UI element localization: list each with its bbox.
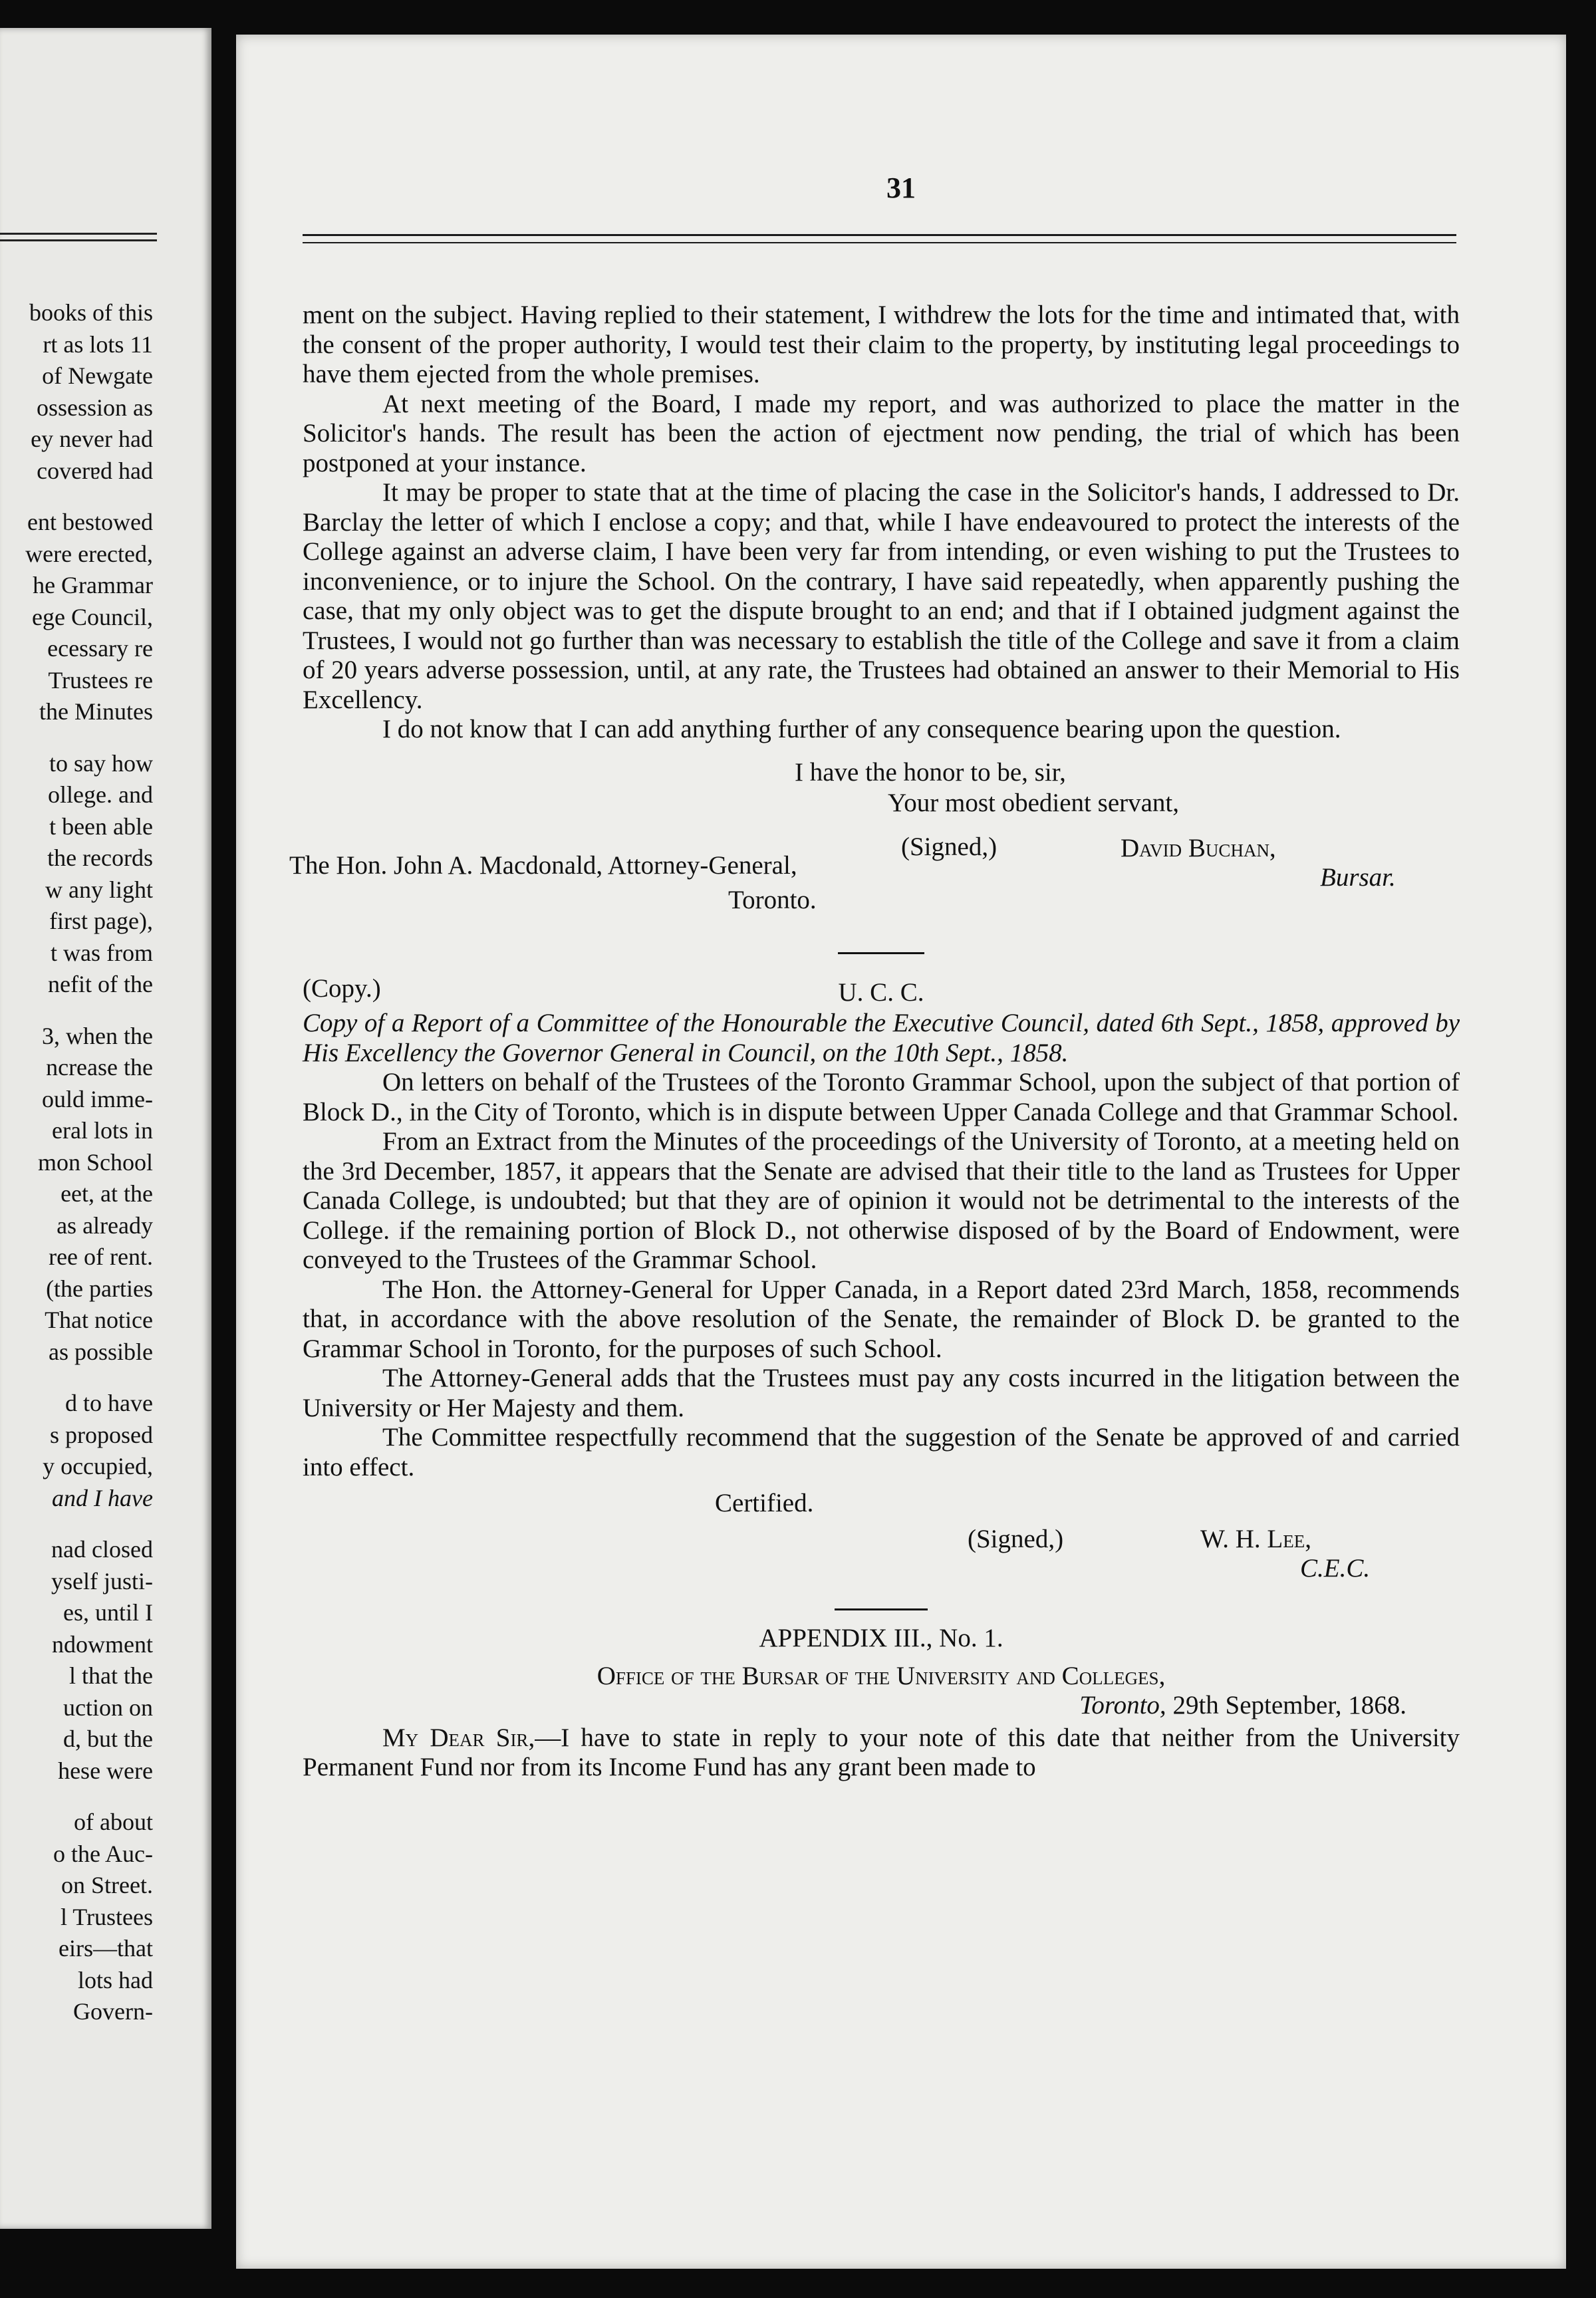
left-line: were erected,: [25, 540, 153, 567]
left-top-rule: [0, 233, 157, 235]
left-line: d to have: [65, 1390, 153, 1416]
left-line: ould imme-: [42, 1085, 153, 1112]
left-line: eet, at the: [61, 1180, 153, 1207]
letter-signature-block: [289, 745, 1460, 892]
left-line: and I have: [52, 1484, 153, 1511]
appendix-heading: APPENDIX III., No. 1.: [759, 1624, 1003, 1652]
left-line: yself justi-: [51, 1567, 153, 1595]
left-line: coverɐd had: [37, 457, 153, 484]
left-gap: [0, 487, 153, 507]
signer-name: David Buchan,: [1121, 833, 1276, 862]
closing-line: Your most obedient servant,: [888, 788, 1180, 817]
certified-label: Certified.: [715, 1489, 814, 1517]
letter-paragraph: ment on the subject. Having replied to their statement, I withdrew the lots for the time and intimated that, with the consent of the proper authority, I would test their claim to the property, by instituting legal proceedings to have them ejected from the whole premises.: [303, 301, 1460, 388]
report-paragraph: The Attorney-General adds that the Trustees must pay any costs incurred in the litigation between the University or Her Majesty and them.: [303, 1364, 1460, 1422]
left-line: nefit of the: [48, 971, 153, 997]
left-line: ollege. and: [48, 781, 153, 808]
left-page-text: [0, 297, 153, 2028]
left-line: s proposed: [50, 1421, 153, 1448]
page-number: 31: [886, 172, 916, 204]
left-line: first page),: [49, 908, 153, 934]
left-line: he Grammar: [33, 572, 153, 598]
left-gap: [0, 728, 153, 748]
left-line: to say how: [49, 749, 153, 777]
report-signature-block: [303, 1482, 1460, 1582]
left-line: 3, when the: [42, 1022, 153, 1049]
header-rule: [303, 234, 1456, 236]
left-line: uction on: [63, 1694, 153, 1721]
left-gap: [0, 1514, 153, 1534]
left-line: eral lots in: [52, 1117, 153, 1144]
letter-paragraph: At next meeting of the Board, I made my report, and was authorized to place the matter in the Solicitor's hands. The result has been the action of ejectment now pending, the trial of which has been postponed at your instance.: [303, 389, 1460, 477]
main-page: [236, 35, 1566, 2269]
left-line: lots had: [78, 1966, 153, 1993]
page-content: [289, 301, 1460, 1783]
left-line: hese were: [58, 1757, 153, 1784]
left-line: es, until I: [63, 1599, 153, 1626]
addressee: The Hon. John A. Macdonald, Attorney-General,: [289, 850, 797, 880]
date-text: 29th September, 1868.: [1166, 1691, 1406, 1720]
left-line: Govern-: [73, 1998, 153, 2025]
left-line: nad closed: [51, 1536, 153, 1563]
copy-label: (Copy.): [303, 974, 381, 1003]
place-name: Toronto,: [1079, 1691, 1166, 1720]
header-rule-2: [303, 242, 1456, 243]
left-line: books of this: [29, 299, 153, 326]
left-line: ncrease the: [46, 1054, 153, 1081]
report-heading: U. C. C.: [838, 978, 924, 1007]
left-line: l that the: [69, 1662, 153, 1689]
left-line: Trustees re: [48, 666, 153, 694]
report-paragraph: From an Extract from the Minutes of the proceedings of the University of Toronto, at a meeting held on the 3rd December, 1857, it appears that the Senate are advised that their title to the land as Trustees for Upper Canada College, is undoubted; but that they are of opinion it would not be detrimental to the interests of the College. if the remaining portion of Block D., not otherwise disposed of by the Board of Endowment, were conveyed to the Trustees of the Grammar School.: [303, 1127, 1460, 1274]
left-gap: [0, 1001, 153, 1021]
appendix-body-text: —I have to state in reply to your note of this date that neither from the University Permanent Fund nor from its Income Fund has any grant been made to: [303, 1723, 1460, 1781]
left-line: of about: [74, 1809, 153, 1835]
left-line: on Street.: [61, 1872, 153, 1898]
letter-paragraph: It may be proper to state that at the time of placing the case in the Solicitor's hands, I addressed to Dr. Barclay the letter of which I enclose a copy; and that, while I have endeavoured to protect the interests of the College against an adverse claim, I have been very far from intending, or even wishing to put the Trustees to inconvenience, or to injure the School. On the contrary, I have said repeatedly, when apparently pushing the case, that my only object was to get the dispute brought to an end; and that if I obtained judgment against the Trustees, I would not go further than was necessary to establish the title of the College and save it from a claim of 20 years adverse possession, until, at any rate, the Trustees had obtained an answer to their Memorial to His Excellency.: [303, 478, 1460, 714]
left-line: (the parties: [46, 1275, 153, 1302]
signer-title: C.E.C.: [1300, 1554, 1371, 1583]
salutation: My Dear Sir,: [382, 1723, 535, 1752]
left-line: ent bestowed: [27, 509, 153, 535]
left-line: t been able: [49, 813, 153, 840]
date-line: [303, 1691, 1460, 1721]
left-line: d, but the: [63, 1725, 153, 1752]
left-line: t was from: [51, 939, 153, 966]
left-line: w any light: [45, 876, 153, 903]
left-line: rt as lots 11: [43, 330, 153, 358]
left-page-fragment: [0, 28, 211, 2229]
signed-label: (Signed,): [901, 832, 998, 861]
left-line: as possible: [49, 1338, 153, 1365]
addressee-city: Toronto.: [728, 885, 817, 914]
left-line: as already: [57, 1212, 153, 1239]
report-paragraph: The Committee respectfully recommend that the suggestion of the Senate be approved of and carried into effect.: [303, 1423, 1460, 1481]
left-top-rule-2: [0, 239, 157, 241]
left-line: ege Council,: [32, 603, 153, 630]
left-line: eirs—that: [59, 1935, 153, 1962]
signer-title: Bursar.: [1320, 862, 1396, 892]
left-line: l Trustees: [60, 1903, 153, 1930]
left-line: y occupied,: [43, 1453, 153, 1479]
left-line: o the Auc-: [53, 1840, 153, 1867]
report-paragraph: On letters on behalf of the Trustees of the Toronto Grammar School, upon the subject of that portion of Block D., in the City of Toronto, which is in dispute between Upper Canada College and that Grammar School.: [303, 1068, 1460, 1126]
left-gap: [0, 1787, 153, 1807]
left-line: ey never had: [31, 426, 153, 452]
left-line: ecessary re: [47, 635, 153, 662]
left-line: the records: [47, 844, 153, 871]
office-line: Office of the Bursar of the University and Colleges,: [597, 1661, 1166, 1690]
left-gap: [0, 1368, 153, 1388]
left-line: of Newgate: [42, 362, 153, 389]
left-line: ndowment: [52, 1630, 153, 1658]
signed-label: (Signed,): [968, 1525, 1064, 1553]
left-line: the Minutes: [39, 698, 153, 725]
left-line: mon School: [37, 1148, 153, 1176]
left-line: That notice: [45, 1307, 153, 1333]
left-line: ossession as: [36, 394, 153, 421]
letter-paragraph: I do not know that I can add anything further of any consequence bearing upon the question.: [382, 715, 1341, 743]
report-title: Copy of a Report of a Committee of the Honourable the Executive Council, dated 6th Sept., 1858, approved by His Excellency the Governor General in Council, on the 10th Sept., 1858.: [303, 1009, 1460, 1067]
left-line: ree of rent.: [49, 1243, 153, 1270]
closing-line: I have the honor to be, sir,: [795, 757, 1066, 787]
signer-name: W. H. Lee,: [1200, 1525, 1311, 1553]
report-paragraph: The Hon. the Attorney-General for Upper Canada, in a Report dated 23rd March, 1858, recommends that, in accordance with the above resolution of the Senate, the remainder of Block D. be granted to the Grammar School in Toronto, for the purposes of such School.: [303, 1275, 1460, 1363]
appendix-body: [303, 1724, 1460, 1783]
